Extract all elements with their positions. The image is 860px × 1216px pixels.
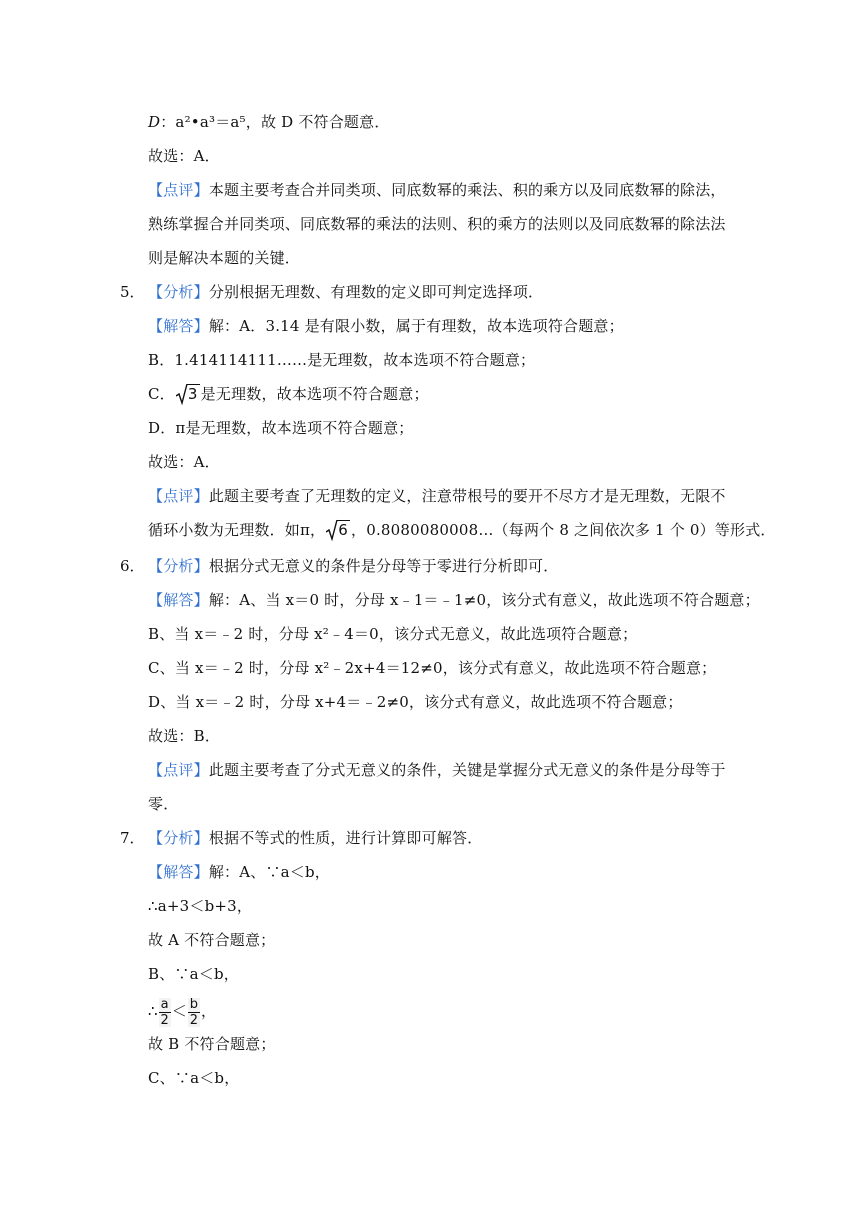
q6-review-line-1: 【点评】此题主要考查了分式无意义的条件，关键是掌握分式无意义的条件是分母等于 xyxy=(148,761,726,779)
q5-number: 5． xyxy=(120,283,145,301)
q7-b-step: ∴ $\frac{a}{2}$ ＜ $\frac{b}{2}$ ， xyxy=(148,996,217,1028)
q6-review-line-2: 零． xyxy=(148,795,179,813)
q6-solution-a: 【解答】解：A、当 x＝0 时，分母 x﹣1＝﹣1≠0，该分式有意义，故此选项不符合题意； xyxy=(148,591,760,609)
q4-answer: 故选：A． xyxy=(148,147,220,165)
q7-solution-a-intro: 【解答】解：A、∵a＜b， xyxy=(148,863,330,881)
q7-b-conclusion: 故 B 不符合题意； xyxy=(148,1035,276,1053)
q5-review-line-2: 循环小数为无理数．如π， 6 ，0.8080080008…（每两个 8 之间依次多 1 个 0）等形式． xyxy=(148,521,776,539)
q4-d-label: D xyxy=(148,113,161,131)
fraction-a-over-2: $\frac{a}{2}$ xyxy=(160,996,169,1028)
q4-option-d xyxy=(148,112,390,132)
q6-option-d: D、当 x＝﹣2 时，分母 x+4＝﹣2≠0，该分式有意义，故此选项不符合题意； xyxy=(148,693,683,711)
review-tag: 【点评】 xyxy=(148,761,209,779)
solution-tag: 【解答】 xyxy=(148,317,209,335)
solution-tag: 【解答】 xyxy=(148,863,209,881)
q6-option-c: C、当 x＝﹣2 时，分母 x²﹣2x+4＝12≠0，该分式有意义，故此选项不符合题意； xyxy=(148,659,717,677)
q5-option-b: B．1.414114111……是无理数，故本选项不符合题意； xyxy=(148,351,536,369)
sqrt-3-radical: 3 xyxy=(176,384,200,404)
q4-review-line-2: 熟练掌握合并同类项、同底数幂的乘法的法则、积的乘方的法则以及同底数幂的除法法 xyxy=(148,215,726,233)
sqrt-6-radical: 6 xyxy=(326,520,350,540)
q7-a-step: ∴a+3＜b+3， xyxy=(148,897,253,915)
solution-tag: 【解答】 xyxy=(148,591,209,609)
q6-option-b: B、当 x＝﹣2 时，分母 x²﹣4＝0，该分式无意义，故此选项符合题意； xyxy=(148,625,638,643)
q5-review-line-1: 【点评】此题主要考查了无理数的定义，注意带根号的要开不尽方才是无理数，无限不 xyxy=(148,487,726,505)
analysis-tag: 【分析】 xyxy=(148,829,209,847)
q7-c-intro: C、∵a＜b， xyxy=(148,1069,240,1087)
q5-analysis: 【分析】分别根据无理数、有理数的定义即可判定选择项． xyxy=(148,283,544,301)
q7-a-conclusion: 故 A 不符合题意； xyxy=(148,931,276,949)
analysis-tag: 【分析】 xyxy=(148,283,209,301)
q5-solution-a: 【解答】解：A．3.14 是有限小数，属于有理数，故本选项符合题意； xyxy=(148,317,624,335)
q5-option-c: C． 3 是无理数，故本选项不符合题意； xyxy=(148,385,429,403)
review-tag: 【点评】 xyxy=(148,181,209,199)
q5-answer: 故选：A． xyxy=(148,453,220,471)
q6-answer: 故选：B． xyxy=(148,727,221,745)
review-tag: 【点评】 xyxy=(148,487,209,505)
q4-review-line-1: 【点评】本题主要考查合并同类项、同底数幂的乘法、积的乘方以及同底数幂的除法， xyxy=(148,181,726,199)
q7-number: 7． xyxy=(120,829,145,847)
q4-review-line-3: 则是解决本题的关键． xyxy=(148,249,301,267)
q6-analysis: 【分析】根据分式无意义的条件是分母等于零进行分析即可． xyxy=(148,557,559,575)
q7-analysis: 【分析】根据不等式的性质，进行计算即可解答． xyxy=(148,829,483,847)
fraction-b-over-2: $\frac{b}{2}$ xyxy=(189,996,199,1028)
q7-b-intro: B、∵a＜b， xyxy=(148,965,239,983)
analysis-tag: 【分析】 xyxy=(148,557,209,575)
q4-d-text: ：a²•a³＝a⁵，故 D 不符合题意． xyxy=(160,113,390,131)
q5-option-d: D．π是无理数，故本选项不符合题意； xyxy=(148,419,414,437)
q6-number: 6． xyxy=(120,557,145,575)
